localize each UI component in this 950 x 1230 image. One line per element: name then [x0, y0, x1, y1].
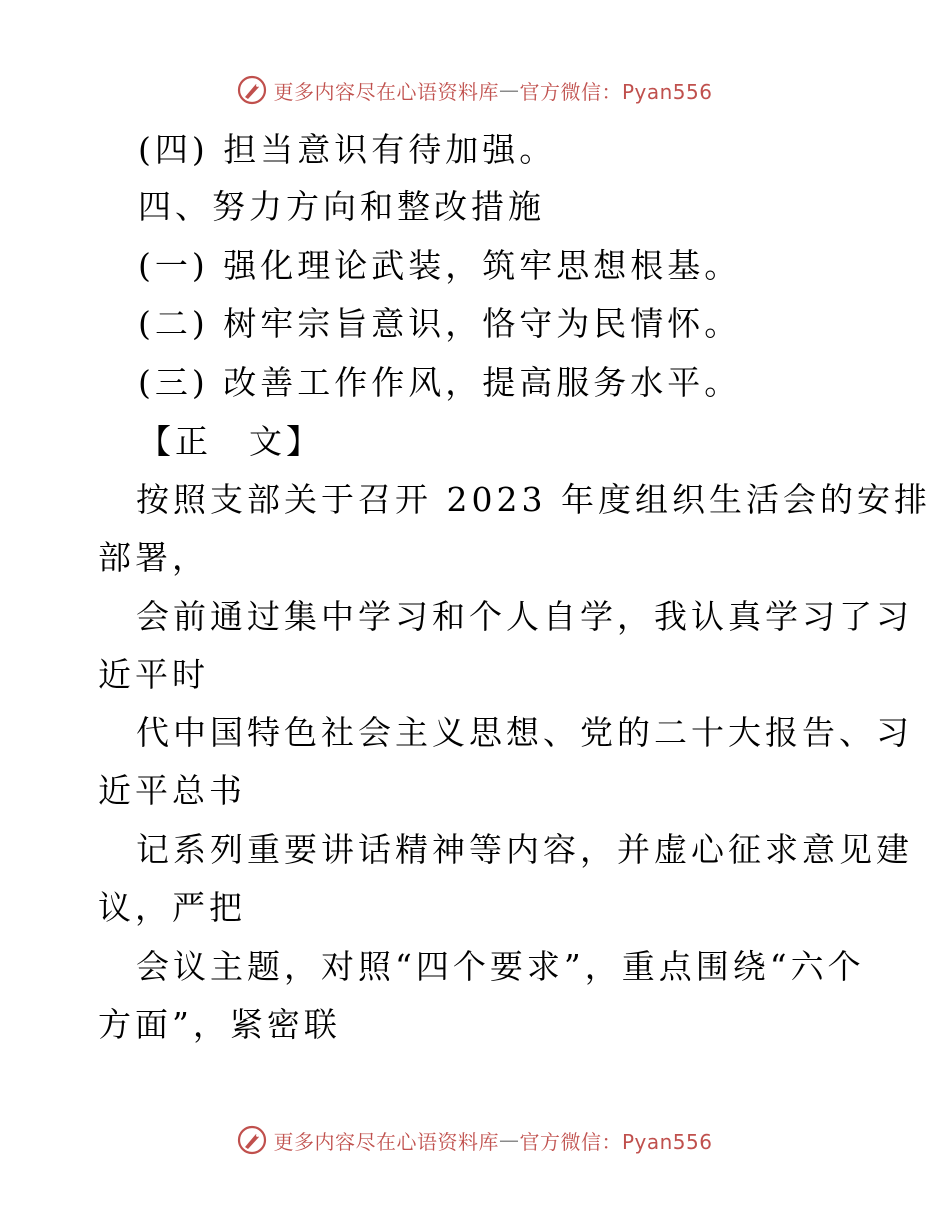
paragraph-line: 会前通过集中学习和个人自学，我认真学习了习: [136, 597, 913, 636]
banner-wechat-text: 官方微信：Pyan556: [519, 79, 713, 104]
footer-watermark-banner: [0, 1120, 950, 1160]
text-line: (三) 改善工作作风，提高服务水平。: [138, 363, 742, 402]
header-watermark-banner: [0, 70, 950, 110]
paragraph-line: 方面”，紧密联: [98, 1005, 341, 1044]
text-line: (一) 强化理论武装，筑牢思想根基。: [138, 246, 742, 285]
paragraph-line: 记系列重要讲话精神等内容，并虚心征求意见建: [136, 830, 913, 869]
paragraph-line: 会议主题，对照“四个要求”，重点围绕“六个: [136, 947, 865, 986]
banner-separator: —: [498, 1128, 520, 1152]
pen-nib-logo-icon: [237, 1125, 267, 1155]
text-line: (四) 担当意识有待加强。: [138, 130, 557, 169]
banner-separator: —: [498, 78, 520, 102]
text-line: (二) 树牢宗旨意识，恪守为民情怀。: [138, 304, 742, 343]
pen-nib-logo-icon: [237, 75, 267, 105]
banner-wechat-text: 官方微信：Pyan556: [519, 1129, 713, 1154]
paragraph-line: 近平总书: [98, 771, 246, 810]
banner-site-text: 更多内容尽在心语资料库: [273, 1129, 499, 1154]
paragraph-line: 议，严把: [98, 888, 246, 927]
banner-site-text: 更多内容尽在心语资料库: [273, 79, 499, 104]
paragraph-line: 部署，: [98, 538, 209, 577]
paragraph-line: 代中国特色社会主义思想、党的二十大报告、习: [136, 713, 913, 752]
section-heading: 四、努力方向和整改措施: [138, 187, 545, 226]
paragraph-line: 近平时: [98, 655, 209, 694]
body-heading: 【正 文】: [138, 422, 323, 461]
paragraph-line: 按照支部关于召开 2023 年度组织生活会的安排: [136, 480, 931, 519]
